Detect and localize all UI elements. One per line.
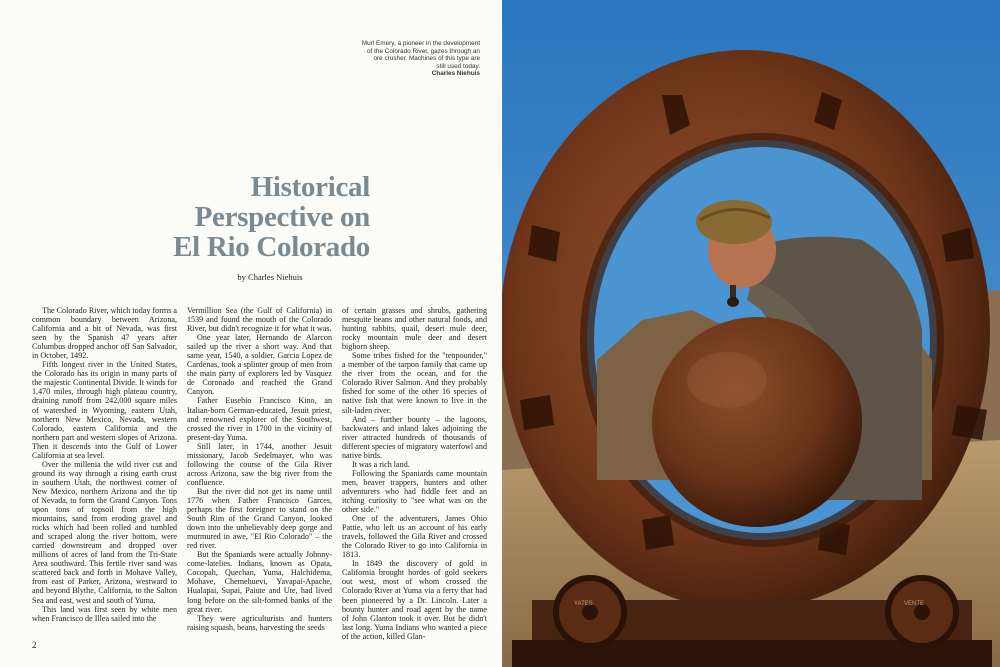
- machine-plate-left: YATES: [574, 601, 593, 607]
- text-column-2: [187, 306, 332, 642]
- photo-caption: [330, 40, 480, 78]
- title-line: El Rio Colorado: [173, 231, 370, 263]
- paragraph: This land was first seen by white men when Francisco de Illea sailed into the: [32, 604, 177, 623]
- article-title: [120, 172, 370, 262]
- paragraph: In 1849 the discovery of gold in California brought hordes of gold seekers out west, most of whom crossed the Colorado River at Yuma via a ferry that had been pioneered by a Dr. Lincoln. Later a bounty hunter and road agent by the name of John Glanton took it over. But he didn't last long. Yuma Indians who wanted a piece of the action, killed Glan-: [342, 559, 487, 641]
- paragraph: Over the millenia the wild river cut and ground its way through a rising earth crust in southern Utah, the northwest corner of New Mexico, northern Arizona and the tip of Nevada, to form the Grand Canyon. Tons upon tons of topsoil from the high mountains, sand from eroding gravel and rocks which had been rolled and tumbled and scraped along the river bottom, were carried downstream and dropped over millions of acres of land from the Tri-State Area southward. This fertile river sand was scattered back and forth in Mohave Valley, from east of Parker, Arizona, westward to and beyond Blythe, California, to the Salton Sea and east, west and south of Yuma.: [32, 459, 177, 605]
- title-line: Historical: [250, 171, 370, 203]
- byline: by Charles Niehuis: [237, 272, 303, 282]
- paragraph: Vermillion Sea (the Gulf of California) in 1539 and found the mouth of the Colorado River, but didn't recognize it for what it was.: [187, 306, 332, 334]
- text-column-1: [32, 306, 177, 642]
- paragraph: The Colorado River, which today forms a common boundary between Arizona, California and a bit of Nevada, was first seen by the Spanish 47 years after Columbus dropped anchor off San Salvador, in October, 1492.: [32, 306, 177, 361]
- paragraph: But the river did not get its name until 1776 when Father Francisco Garces, perhaps the first foreigner to stand on the South Rim of the Grand Canyon, looked down into the unbelievably deep gorge and murmured in awe, "El Rio Colorado" – the red river.: [187, 486, 332, 551]
- caption-line: still used today.: [436, 62, 480, 70]
- pipe-bowl: [727, 297, 739, 307]
- paragraph: It was a rich land.: [352, 459, 410, 469]
- paragraph: They were agriculturists and hunters raising squash, beans, harvesting the seeds: [187, 613, 332, 632]
- machine-plate-right: VENTE: [904, 601, 925, 607]
- photo: [502, 0, 1000, 667]
- caption-line: ore crusher. Machines of this type are: [373, 55, 480, 63]
- text-column-3: [342, 306, 487, 642]
- paragraph: Following the Spaniards came mountain men, beaver trappers, hunters and other adventurers who had fiddle feet and an itching curiosity to "see what was on the other side.": [342, 468, 487, 515]
- hat: [696, 200, 772, 244]
- crusher-ball: [652, 317, 862, 527]
- title-line: Perspective on: [194, 201, 370, 233]
- ore-crusher-photo: [502, 0, 1000, 667]
- paragraph: And – further bounty – the lagoons, backwaters and inland lakes adjoining the river attracted hundreds of thousands of different species of migratory waterfowl and native birds.: [342, 414, 487, 460]
- paragraph: of certain grasses and shrubs, gathering mesquite beans and other natural foods, and hunting rabbits, quail, desert mule deer, rocky mountain mule deer and desert bighorn sheep.: [342, 306, 487, 352]
- paragraph: Father Eusebio Francisco Kino, an Italian-born German-educated, Jesuit priest, and renowned explorer of the Southwest, crossed the river in 1700 in the vicinity of present-day Yuma.: [187, 396, 332, 442]
- caption-line: of the Colorado River, gazes through an: [367, 47, 480, 55]
- paragraph: Fifth longest river in the United States, the Colorado has its origin in many parts of the majestic Continental Divide. It winds for 1,470 miles, through high plateau country, draining runoff from 242,000 square miles of watershed in Wyoming, eastern Utah, northern New Mexico, Nevada, western Colorado, eastern California and the northern part and western slopes of Arizona. Then it descends into the Gulf of Lower California at sea level.: [32, 360, 177, 460]
- paragraph: But the Spaniards were actually Johnny-come-latelies. Indians, known as Opata, Cocopah, Quechan, Yuma, Halchidema, Mohave, Chemehuevi, Yavapai-Apache, Hualapai, Supai, Paiute and Ute, had lived long before on the silt-formed banks of the great river.: [187, 550, 332, 614]
- page-number: 2: [32, 640, 37, 650]
- caption-line: Murl Emery, a pioneer in the development: [361, 40, 480, 47]
- article-body: [32, 306, 487, 642]
- ball-highlight: [687, 352, 767, 408]
- paragraph: Still later, in 1744, another Jesuit missionary, Jacob Sedelmayer, who was following the course of the Gila River across Arizona, saw the big river from the confluence.: [187, 441, 332, 487]
- paragraph: Some tribes fished for the "tenpounder," a member of the tarpon family that came up the river from the ocean, and for the Colorado River Salmon. And they probably fished for some of the other 16 species of native fish that were known to live in the silt-laden river.: [342, 351, 487, 415]
- paragraph: One of the adventurers, James Ohio Pattie, who left us an account of his early travels, followed the Gila River and crossed the Colorado River to go into California in 1813.: [342, 514, 487, 560]
- paragraph: One year later, Hernando de Alarcon sailed up the river a short way. And that same year, 1540, a soldier, Garcia Lopez de Cardenas, took a splinter group of men from the main party of explorers led by Vasquez de Coronado and reached the Grand Canyon.: [187, 333, 332, 397]
- photo-credit: Charles Niehuis: [431, 70, 480, 78]
